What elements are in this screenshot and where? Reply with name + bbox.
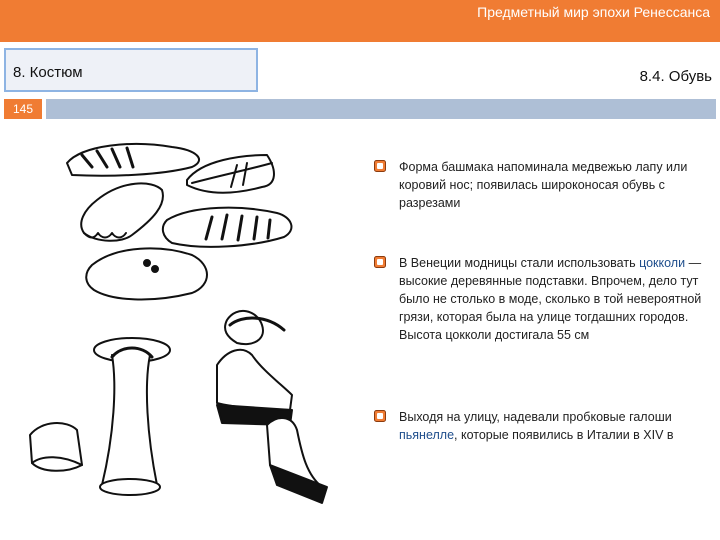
page-number-badge: 145 bbox=[4, 99, 42, 119]
subsection-title: 8.4. Обувь bbox=[639, 68, 712, 85]
term-zoccoli: цокколи bbox=[639, 256, 686, 270]
cow-nose-shoe-drawing bbox=[86, 248, 207, 299]
pointed-shoe-drawing bbox=[187, 155, 274, 193]
bullet-text-before: В Венеции модницы стали использовать bbox=[399, 256, 640, 270]
section-title: 8. Костюм bbox=[13, 64, 83, 81]
wedge-shoe-drawing bbox=[30, 423, 82, 471]
bullet-text-before: Выходя на улицу, надевали пробковые галоши bbox=[399, 410, 672, 424]
slashed-shoe-drawing bbox=[67, 144, 199, 176]
pianelle-drawing bbox=[267, 418, 327, 503]
checkbox-bullet-icon bbox=[374, 160, 386, 172]
checkbox-bullet-icon bbox=[374, 410, 386, 422]
term-pianelle: пьянелле bbox=[399, 428, 455, 442]
top-header-bar bbox=[0, 0, 720, 42]
checkbox-bullet-icon bbox=[374, 256, 386, 268]
bullet-text-after: , которые появились в Италии в XIV в bbox=[454, 428, 674, 442]
bullet-text-after: — высокие деревянные подставки. Впрочем, дело тут было не столько в моде, сколько в той невероятной грязи, которая была на улице тогдашних городов. Высота цокколи достигала 55 см bbox=[399, 256, 702, 342]
broad-slashed-shoe-drawing bbox=[163, 208, 292, 247]
presentation-title: Предметный мир эпохи Ренессанса bbox=[477, 4, 710, 20]
header-divider-bar bbox=[46, 99, 716, 119]
bullet-text: Форма башмака напоминала медвежью лапу или коровий нос; появилась широконосая обувь с разрезами bbox=[399, 160, 688, 210]
chopine-drawing bbox=[94, 338, 170, 495]
renaissance-shoes-illustration bbox=[22, 125, 352, 535]
foot-platform-drawing bbox=[217, 350, 292, 425]
bullet-text bbox=[399, 254, 704, 344]
mule-drawing bbox=[225, 311, 284, 344]
bullet-text bbox=[399, 408, 704, 444]
bear-paw-shoe-drawing bbox=[81, 183, 163, 240]
section-title-box bbox=[4, 48, 258, 92]
